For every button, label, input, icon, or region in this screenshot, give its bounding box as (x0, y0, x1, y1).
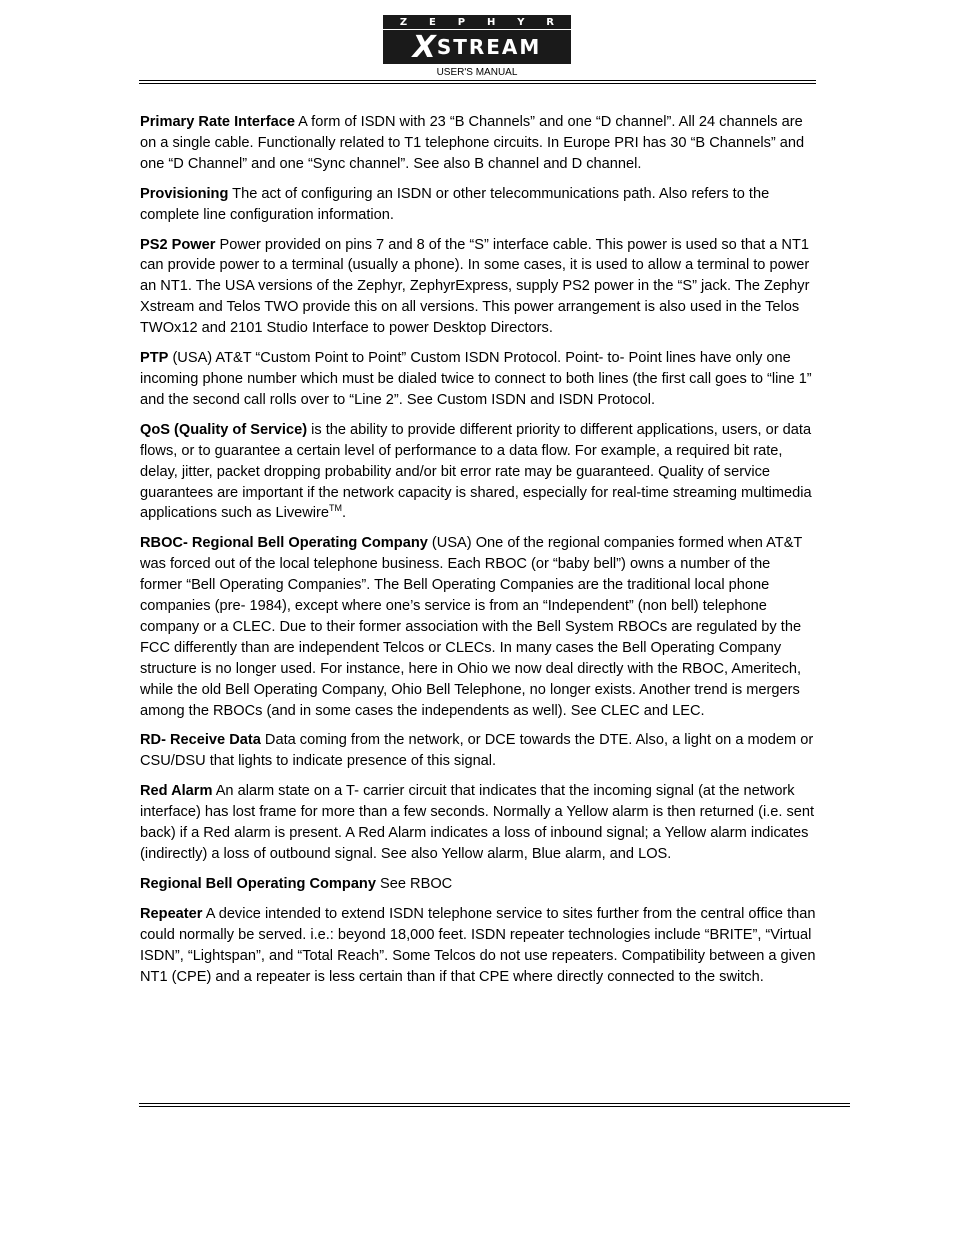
glossary-term: PTP (140, 350, 169, 367)
glossary-definition: A device intended to extend ISDN telephone service to sites further from the central office than could normally be served. i.e.: beyond 18,000 feet. ISDN repeater technologies include “BRITE”, “Virtual ISDN”, “Lightspan”, and “Total Reach”. Some Telcos do not use repeaters. Compatibility between a given NT1 (CPE) and a repeater is less certain than if that CPE where directly connected to the switch. (140, 905, 816, 985)
logo-letter: Y (517, 16, 525, 28)
footer-rule (139, 1103, 850, 1104)
logo-letter: P (457, 16, 466, 28)
logo-letter: R (546, 16, 554, 28)
glossary-definition: See RBOC (375, 875, 453, 892)
header-rule (139, 83, 816, 84)
glossary-term: PS2 Power (140, 236, 216, 253)
glossary-definition: Power provided on pins 7 and 8 of the “S” interface cable. This power is used so that a NT1 can provide power to a terminal (usually a phone). In some cases, it is used to allow a terminal to power an NT1. The USA versions of the Zephyr, ZephyrExpress, supply PS2 power in the “S” jack. The Zephyr Xstream and Telos TWO provide this on all versions. This power arrangement is also used in the Telos TWOx12 and 2101 Studio Interface to power Desktop Directors. (140, 236, 810, 337)
glossary-term: Provisioning (140, 185, 229, 202)
glossary-term: Repeater (140, 905, 203, 922)
glossary-entry (140, 730, 816, 772)
glossary-entry (140, 348, 816, 411)
glossary-entry (140, 420, 816, 525)
glossary-entry (140, 781, 816, 865)
glossary-definition: (USA) One of the regional companies formed when AT&T was forced out of the local telephone business. Each RBOC (or “baby bell”) owns a number of the former “Bell Operating Companies”. The Bell Operating Companies are the traditional local phone companies (pre- 1984), except where one’s service is from an “Independent” (non bell) telephone company or a CLEC. Due to their former association with the Bell System RBOCs are regulated by the FCC differently than are independent Telcos or CLECs. In many cases the Bell Operating Company structure is no longer used. For instance, here in Ohio we now deal directly with the RBOC, Ameritech, while the old Bell Operating Company, Ohio Bell Telephone, no longer exists. Another trend is mergers among the RBOCs (and in some cases the independents as well). See CLEC and LEC. (140, 535, 803, 719)
logo-letter: H (486, 16, 496, 28)
glossary-definition-tail: . (342, 505, 347, 522)
zephyr-xstream-logo (383, 15, 571, 64)
glossary-term: RD- Receive Data (140, 732, 261, 749)
glossary-definition: The act of configuring an ISDN or other telecommunications path. Also refers to the complete line configuration information. (140, 185, 770, 223)
glossary-term: QoS (Quality of Service) (140, 421, 308, 438)
glossary-definition: Data coming from the network, or DCE towards the DTE. Also, a light on a modem or CSU/DSU that lights to indicate presence of this signal. (140, 732, 814, 770)
logo-xstream-wordmark (383, 30, 571, 64)
logo-letter: E (429, 16, 436, 28)
glossary-entry (140, 184, 816, 226)
logo-x: X (412, 29, 436, 65)
glossary-entry (140, 874, 816, 895)
glossary-entry (140, 533, 816, 721)
trademark-mark: TM (329, 503, 343, 514)
glossary-term: Regional Bell Operating Company (140, 875, 376, 892)
glossary-definition: A form of ISDN with 23 “B Channels” and one “D channel”. All 24 channels are on a single cable. Functionally related to T1 telephone circuits. In Europe PRI has 30 “B Channels” and one “D Channel” and one “Sync channel”. See also B channel and D channel. (140, 114, 805, 172)
glossary-definition: An alarm state on a T- carrier circuit that indicates that the incoming signal (at the network interface) has lost frame for more than a few seconds. Normally a Yellow alarm is then returned (i.e. sent back) if a Red alarm is present. A Red Alarm indicates a loss of inbound signal; a Yellow alarm indicates (indirectly) a loss of outbound signal. See also Yellow alarm, Blue alarm, and LOS. (140, 783, 815, 862)
glossary-term: RBOC- Regional Bell Operating Company (140, 535, 428, 552)
glossary-term: Red Alarm (140, 783, 213, 800)
glossary-definition: is the ability to provide different priority to different applications, users, or data flows, or to guarantee a certain level of performance to a data flow. For example, a required bit rate, delay, jitter, packet dropping probability and/or bit error rate may be guaranteed. Quality of service guarantees are important if the network capacity is shared, especially for real-time streaming multimedia applications such as Livewire (140, 421, 812, 522)
glossary-content (140, 112, 816, 996)
glossary-term: Primary Rate Interface (140, 114, 295, 130)
logo-letter: Z (399, 16, 408, 28)
glossary-entry (140, 112, 816, 175)
glossary-entry (140, 235, 816, 340)
header-rule (139, 80, 816, 81)
logo-zephyr-wordmark (383, 15, 571, 30)
manual-label: USER'S MANUAL (436, 67, 518, 78)
glossary-entry (140, 904, 816, 988)
glossary-definition: (USA) AT&T “Custom Point to Point” Custom ISDN Protocol. Point- to- Point lines have only one incoming phone number which must be dialed twice to connect to both lines (the first call goes to “line 1” and the second call rolls over to “Line 2”. See Custom ISDN and ISDN Protocol. (140, 350, 812, 408)
logo-stream: STREAM (436, 35, 542, 59)
footer-rule (139, 1106, 850, 1107)
